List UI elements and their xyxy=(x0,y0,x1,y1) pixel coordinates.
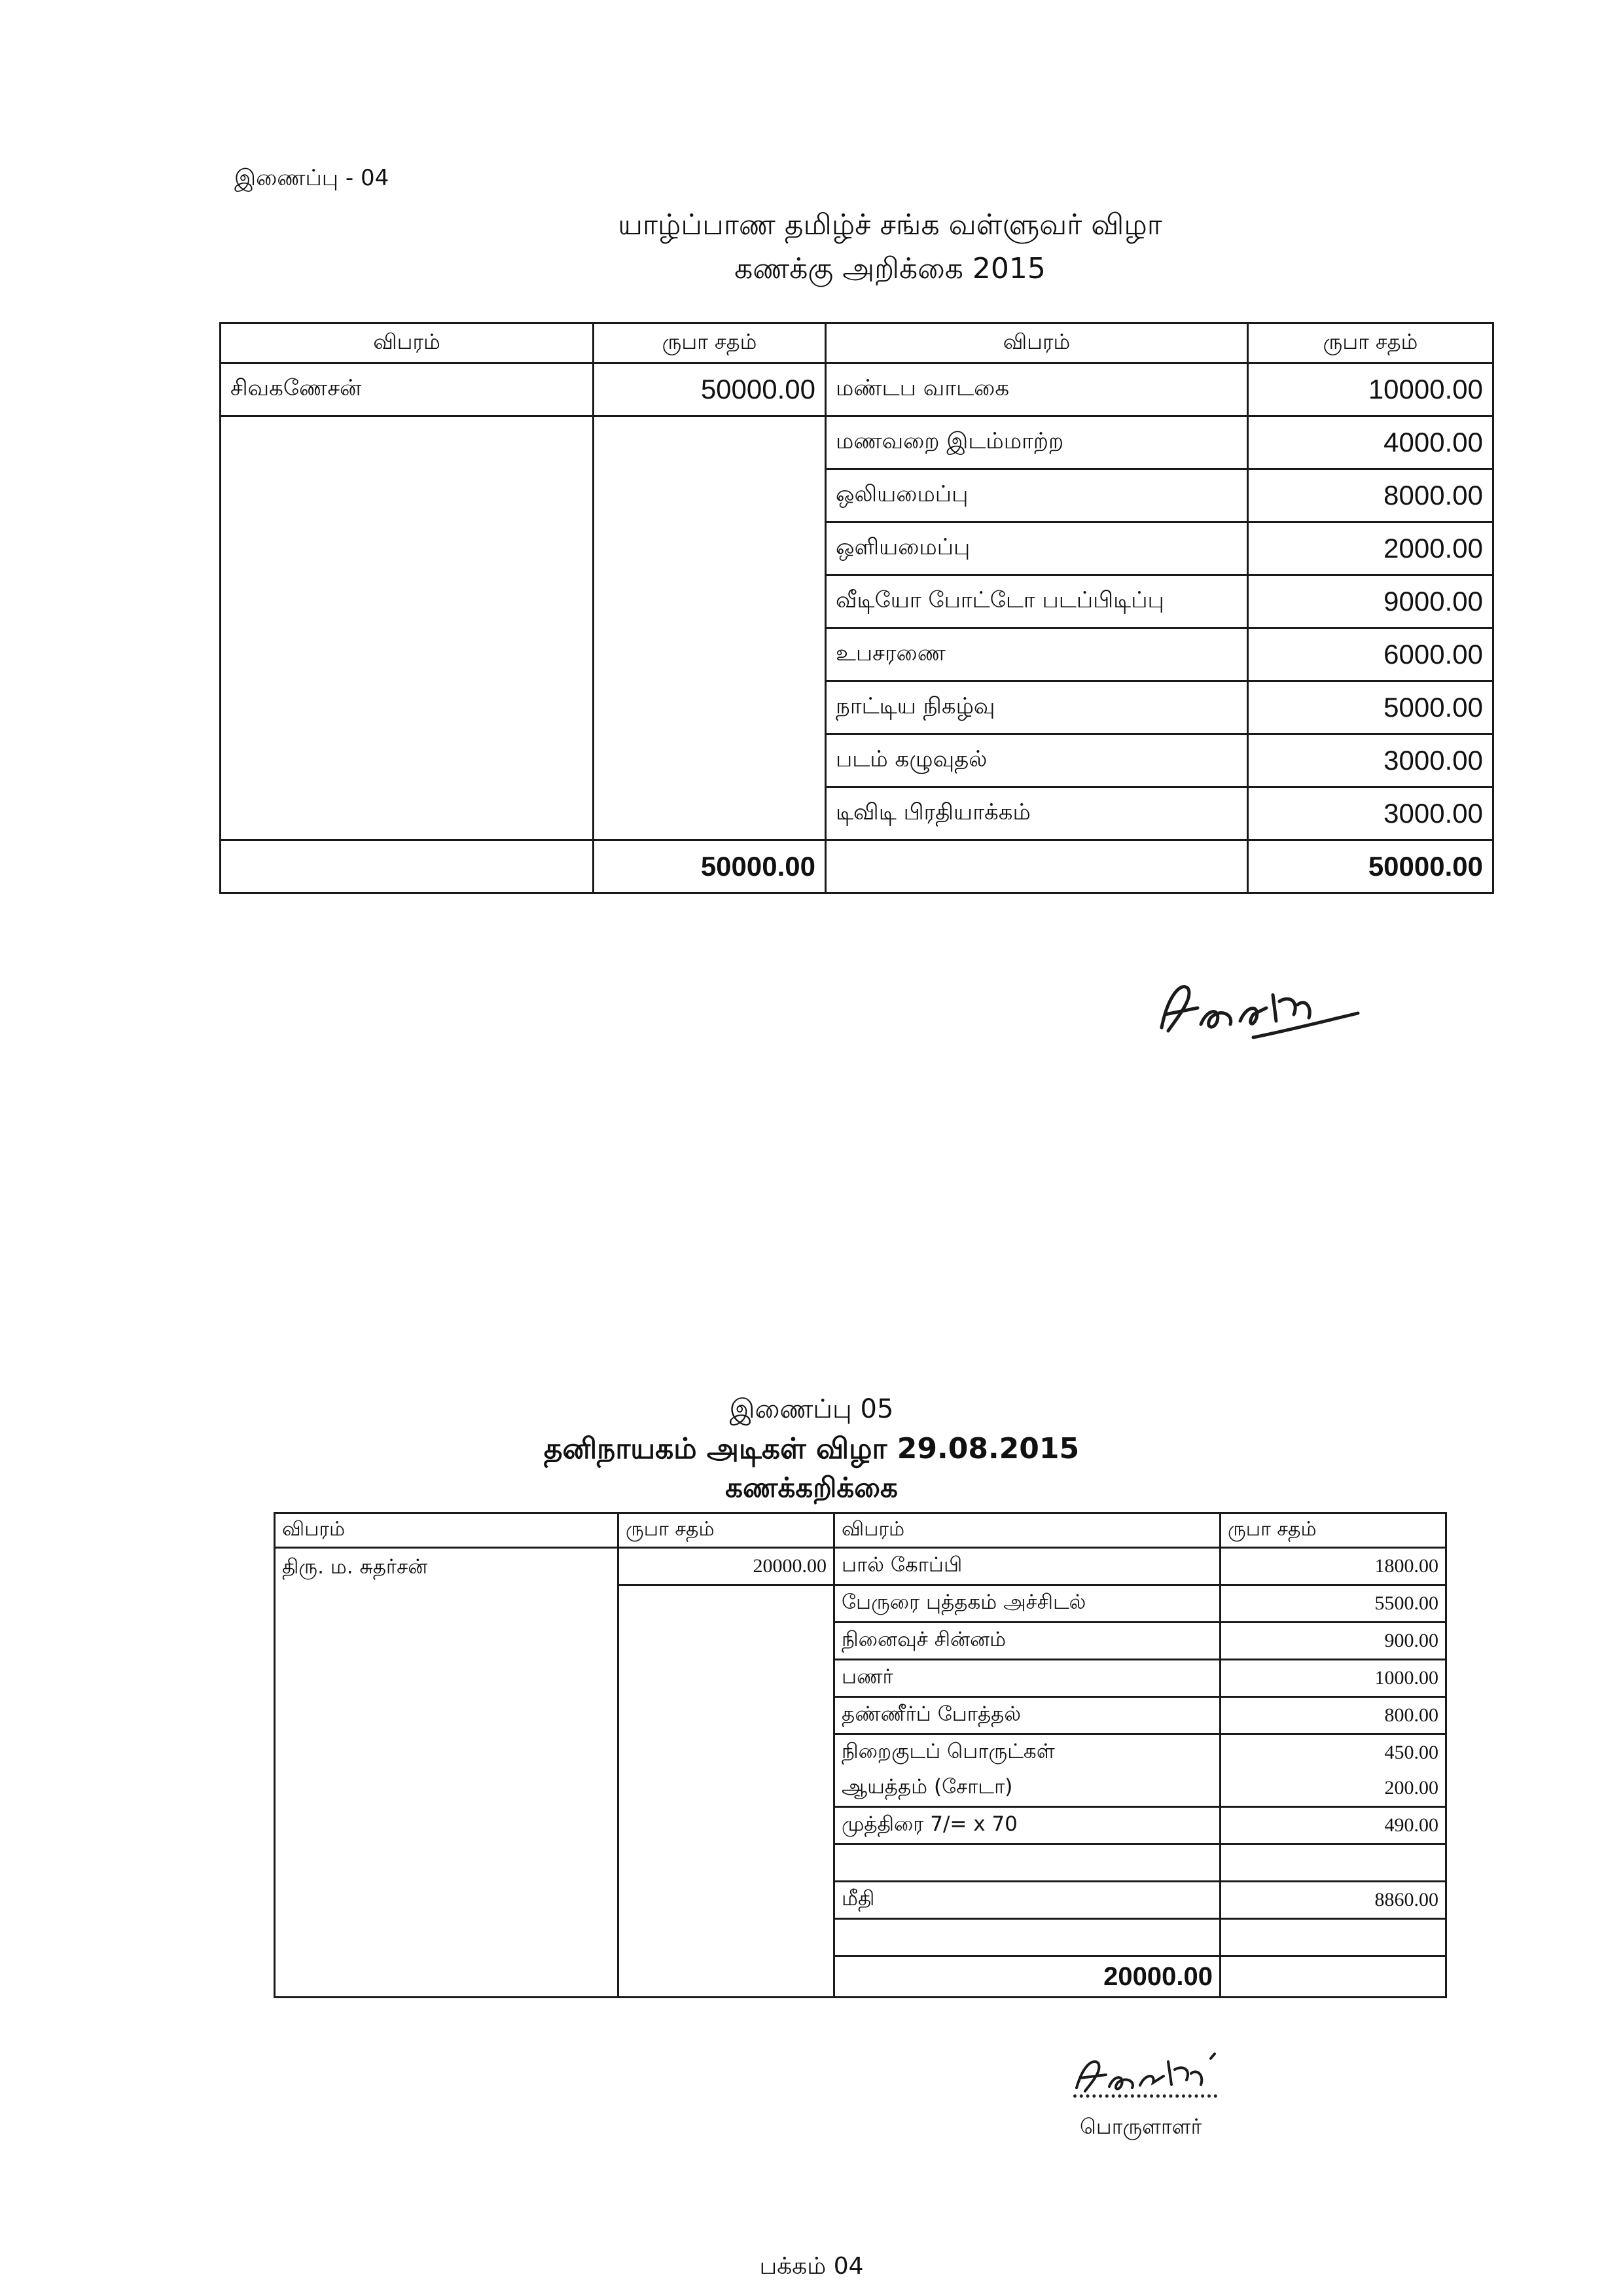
table-row xyxy=(221,416,1493,469)
column-header-description: விபரம் xyxy=(834,1513,1221,1548)
annex-2-account-table xyxy=(274,1512,1447,1998)
expense-description: முத்திரை 7/= x 70 xyxy=(834,1807,1221,1844)
income-blank-cell xyxy=(618,1585,834,1998)
total-row xyxy=(221,840,1493,893)
column-header-amount: ருபா சதம் xyxy=(618,1513,834,1548)
table-row xyxy=(275,1548,1446,1585)
expense-amount: 4000.00 xyxy=(1248,416,1493,469)
expense-description xyxy=(834,1919,1221,1956)
expense-description: நாட்டிய நிகழ்வு xyxy=(826,681,1248,734)
expense-description: தண்ணீர்ப் போத்தல் xyxy=(834,1697,1221,1734)
expense-description: படம் கழுவுதல் xyxy=(826,734,1248,787)
expense-description: மண்டப வாடகை xyxy=(826,363,1248,416)
expense-total: 50000.00 xyxy=(1248,840,1493,893)
expense-amount: 200.00 xyxy=(1221,1770,1446,1807)
income-description: சிவகணேசன் xyxy=(221,363,594,416)
expense-amount: 6000.00 xyxy=(1248,628,1493,681)
annex-2-subtitle: கணக்கறிக்கை xyxy=(725,1471,898,1503)
expense-amount: 450.00 xyxy=(1221,1734,1446,1771)
column-header-amount: ருபா சதம் xyxy=(1248,323,1493,363)
expense-amount xyxy=(1221,1919,1446,1956)
income-total: 20000.00 xyxy=(834,1956,1221,1998)
income-amount: 20000.00 xyxy=(618,1548,834,1585)
expense-amount: 3000.00 xyxy=(1248,787,1493,840)
table-header-row xyxy=(221,323,1493,363)
expense-amount: 1000.00 xyxy=(1221,1660,1446,1697)
annex-1-label: இணைப்பு - 04 xyxy=(234,165,389,191)
income-blank-cell xyxy=(594,416,826,840)
income-description: திரு. ம. சுதர்சன் xyxy=(275,1548,618,1998)
column-header-description: விபரம் xyxy=(221,323,594,363)
expense-amount: 10000.00 xyxy=(1248,363,1493,416)
expense-description: பணர் xyxy=(834,1660,1221,1697)
expense-amount: 800.00 xyxy=(1221,1697,1446,1734)
expense-description: ஒளியமைப்பு xyxy=(826,522,1248,575)
expense-amount: 1800.00 xyxy=(1221,1548,1446,1585)
column-header-amount: ருபா சதம் xyxy=(1221,1513,1446,1548)
expense-amount: 9000.00 xyxy=(1248,575,1493,628)
income-total: 50000.00 xyxy=(594,840,826,893)
annex-1-subtitle: கணக்கு அறிக்கை 2015 xyxy=(734,252,1046,285)
expense-description: பேருரை புத்தகம் அச்சிடல் xyxy=(834,1585,1221,1623)
income-blank-cell xyxy=(221,416,594,840)
total-blank-cell xyxy=(826,840,1248,893)
income-amount: 50000.00 xyxy=(594,363,826,416)
signature-line xyxy=(1073,2094,1217,2098)
expense-description: மீதி xyxy=(834,1882,1221,1919)
treasurer-label: பொருளாளர் xyxy=(1080,2114,1202,2139)
annex-1-account-table xyxy=(219,322,1494,894)
page-number: பக்கம் 04 xyxy=(759,2253,864,2280)
table-row xyxy=(221,363,1493,416)
expense-amount xyxy=(1221,1844,1446,1882)
expense-amount: 5000.00 xyxy=(1248,681,1493,734)
expense-amount: 2000.00 xyxy=(1248,522,1493,575)
expense-description: டிவிடி பிரதியாக்கம் xyxy=(826,787,1248,840)
expense-description: ஒலியமைப்பு xyxy=(826,469,1248,522)
expense-description: வீடியோ போட்டோ படப்பிடிப்பு xyxy=(826,575,1248,628)
expense-description xyxy=(834,1844,1221,1882)
annex-1-title: யாழ்ப்பாண தமிழ்ச் சங்க வள்ளுவர் விழா xyxy=(618,208,1162,242)
annex-2-title: தனிநாயகம் அடிகள் விழா 29.08.2015 xyxy=(543,1432,1080,1465)
expense-amount: 8000.00 xyxy=(1248,469,1493,522)
expense-amount: 490.00 xyxy=(1221,1807,1446,1844)
signature-1 xyxy=(1149,969,1364,1047)
annex-2-label: இணைப்பு 05 xyxy=(729,1394,894,1424)
expense-description: நினைவுச் சின்னம் xyxy=(834,1623,1221,1660)
column-header-description: விபரம் xyxy=(275,1513,618,1548)
expense-description: நிறைகுடப் பொருட்கள் xyxy=(834,1734,1221,1771)
expense-description: உபசரணை xyxy=(826,628,1248,681)
expense-description: பால் கோப்பி xyxy=(834,1548,1221,1585)
table-header-row xyxy=(275,1513,1446,1548)
expense-amount: 5500.00 xyxy=(1221,1585,1446,1623)
signature-2 xyxy=(1067,2049,1237,2101)
expense-amount: 900.00 xyxy=(1221,1623,1446,1660)
column-header-amount: ருபா சதம் xyxy=(594,323,826,363)
column-header-description: விபரம் xyxy=(826,323,1248,363)
expense-amount: 3000.00 xyxy=(1248,734,1493,787)
total-blank-cell xyxy=(1221,1956,1446,1998)
expense-amount: 8860.00 xyxy=(1221,1882,1446,1919)
expense-description: ஆயத்தம் (சோடா) xyxy=(834,1770,1221,1807)
total-blank-cell xyxy=(221,840,594,893)
expense-description: மணவறை இடம்மாற்ற xyxy=(826,416,1248,469)
